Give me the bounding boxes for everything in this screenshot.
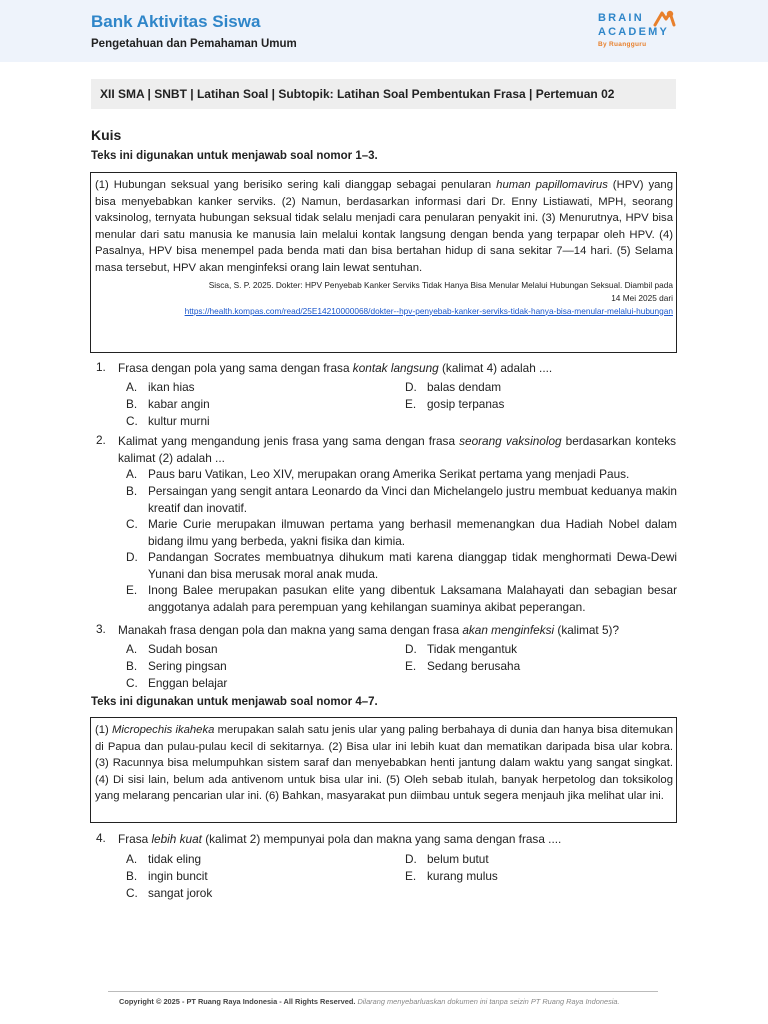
passage-1-source-link[interactable]: https://health.kompas.com/read/25E14210000068/dokter--hpv-penyebab-kanker-serviks-tidak-hanya-bisa-menular-melalui-hubungan xyxy=(184,305,673,316)
passage-2-text: (1) Micropechis ikaheka merupakan salah satu jenis ular yang paling berbahaya di dunia dan hanya bisa ditemukan di Papua dan pulau-pulau kecil di sekitarnya. (2) Bisa ular ini lebih kuat dan mematikan daripada bisa ular kobra. (3) Racunnya bisa melumpuhkan sistem saraf dan menyebabkan henti jantung dalam waktu yang sangat singkat. (4) Di sisi lain, belum ada antivenom untuk bisa ular ini. (5) Oleh sebab itulah, banyak herpetolog dan toksikolog yang melarang pencarian ular ini. (6) Bahkan, masyarakat pun diimbau untuk segera menjauh jika melihat ular ini. xyxy=(95,724,673,803)
question-stem: Frasa lebih kuat (kalimat 2) mempunyai pola dan makna yang sama dengan frasa .... xyxy=(118,832,562,846)
question-stem: Frasa dengan pola yang sama dengan frasa kontak langsung (kalimat 4) adalah .... xyxy=(118,361,553,375)
question-stem: Manakah frasa dengan pola dan makna yang sama dengan frasa akan menginfeksi (kalimat 5)? xyxy=(118,623,620,637)
footer-copyright: Copyright © 2025 - PT Ruang Raya Indonesia - All Rights Reserved. xyxy=(119,997,356,1006)
passage-1-box xyxy=(90,172,677,353)
page-header xyxy=(0,0,768,62)
question-number: 2. xyxy=(96,433,106,447)
logo-line-3: By Ruangguru xyxy=(598,41,647,48)
passage-1-text: (1) Hubungan seksual yang berisiko sering kali dianggap sebagai penularan human papillomavirus (HPV) yang bisa menyebabkan kanker serviks. (2) Namun, berdasarkan informasi dari Dr. Enny Listiawati, MPH, seorang vaksinolog, ternyata hubungan seksual tidak selalu menjadi cara penularan penyakit ini. (3) Menurutnya, HPV bisa menular dari satu manusia ke manusia lain melalui kontak langsung dengan benda yang terpapar oleh HPV. (4) Pasalnya, HPV bisa menempel pada benda mati dan bisa bertahan hidup di sana sekitar 7—14 hari. (5) Selama masa tersebut, HPV akan menginfeksi orang lain lewat sentuhan. xyxy=(95,179,673,274)
question-number: 3. xyxy=(96,622,106,636)
passage-2-box xyxy=(90,717,677,823)
passage-1-source: Sisca, S. P. 2025. Dokter: HPV Penyebab Kanker Serviks Tidak Hanya Bisa Menular Melalui Hubungan Seksual. Diambil pada 14 Mei 2025 dari xyxy=(208,279,673,303)
passage-1-instruction: Teks ini digunakan untuk menjawab soal nomor 1–3. xyxy=(91,150,378,162)
document-subtitle: Pengetahuan dan Pemahaman Umum xyxy=(91,38,297,50)
topic-meta-text: XII SMA | SNBT | Latihan Soal | Subtopik: Latihan Soal Pembentukan Frasa | Pertemuan 02 xyxy=(100,87,615,101)
document-title: Bank Aktivitas Siswa xyxy=(91,12,261,31)
footer-divider xyxy=(108,991,658,992)
page-footer xyxy=(119,997,620,1006)
section-title: Kuis xyxy=(91,127,122,143)
question-number: 1. xyxy=(96,360,106,374)
topic-meta-bar xyxy=(91,79,676,109)
passage-2-instruction: Teks ini digunakan untuk menjawab soal nomor 4–7. xyxy=(91,696,378,708)
logo-line-1: BRAIN xyxy=(598,12,644,24)
brain-academy-logo xyxy=(598,10,688,54)
footer-disclaimer: Dilarang menyebarluaskan dokumen ini tanpa seizin PT Ruang Raya Indonesia. xyxy=(357,997,620,1006)
question-stem: Kalimat yang mengandung jenis frasa yang sama dengan frasa seorang vaksinolog berdasarkan konteks kalimat (2) adalah ... xyxy=(118,434,676,465)
brain-academy-logo-icon xyxy=(652,10,676,28)
question-number: 4. xyxy=(96,831,106,845)
logo-line-2: ACADEMY xyxy=(598,26,670,38)
